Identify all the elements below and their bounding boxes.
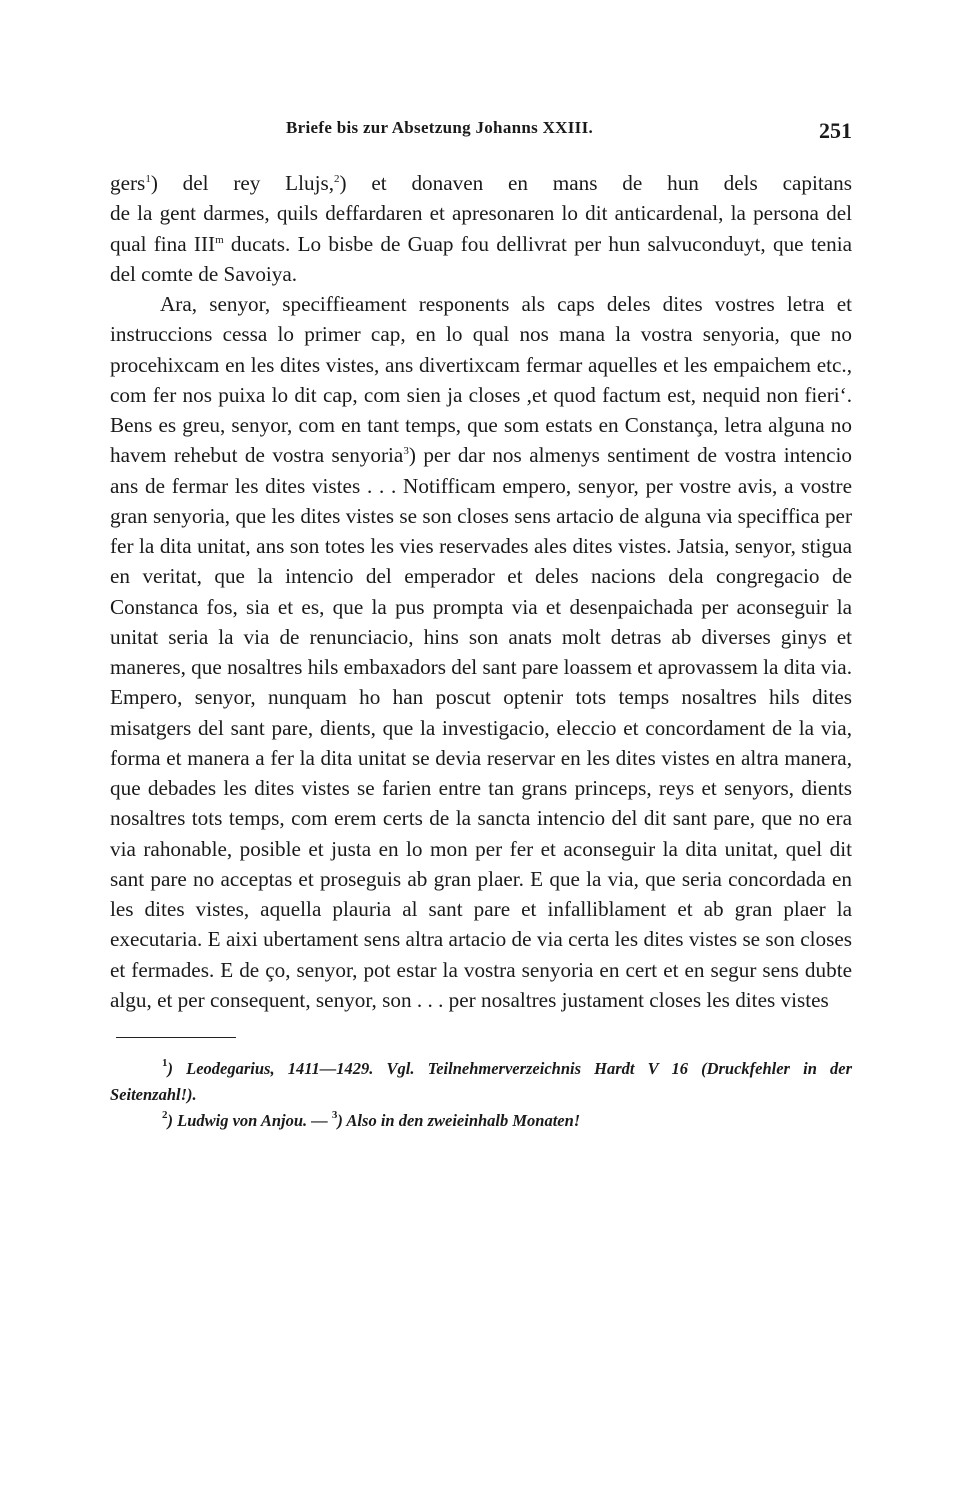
footnote-1 xyxy=(110,1056,852,1108)
text-run: gers xyxy=(110,171,146,195)
footnote-text: ) Ludwig von Anjou. — xyxy=(167,1111,332,1130)
text-run: ) et donaven en mans de hun dels capitans xyxy=(339,171,852,195)
footnote-ref: 3 xyxy=(403,445,409,458)
paragraph-1 xyxy=(110,168,852,198)
footnote-text: ) Leodegarius, 1411—1429. Vgl. Teilnehmerverzeichnis Hardt V 16 (Druckfehler in der Seitenzahl!). xyxy=(110,1059,852,1104)
footnote-ref: 2 xyxy=(334,173,340,185)
running-head: Briefe bis zur Absetzung Johanns XXIII. xyxy=(286,118,594,137)
text-run: ) del rey Llujs, xyxy=(150,171,335,195)
page-header xyxy=(110,118,852,144)
footnote-ref: 1 xyxy=(145,173,151,185)
text-run: ducats. Lo bisbe de Guap fou dellivrat per hun salvuconduyt, que tenia del comte de Savoiya. xyxy=(110,231,852,286)
text-run: de la gent darmes, quils deffardaren et apresonaren lo dit anticardenal, la persona del qual fina III xyxy=(110,201,852,256)
document-page xyxy=(110,118,852,1134)
text-run: ) per dar nos almenys sentiment de vostra intencio ans de fermar les dites vistes . . . Notifficam empero, senyor, per vostre avis, a vostre gran senyoria, que les dites vistes se son closes sens artacio de alguna via speciffica per fer la dita unitat, ans son totes les vies reservades ales dites vistes. Jatsia, senyor, stigua en veritat, que la intencio del emperador et deles nacions dela congregacio de Constanca fos, sia et es, que la pus prompta via et desenpaichada per aconseguir la unitat seria la via de renunciacio, hins son anats molt detras ab diverses ginys et maneres, que nosaltres hils embaxadors del sant pare loassem et aprovassem la dita via. Empero, senyor, nunquam ho han poscut optenir tots temps nosaltres hils dites misatgers del sant pare, dients, que la investigacio, eleccio et concordament de la via, forma et manera a fer la dita unitat se devia reservar en les dites vistes en altra manera, que debades les dites vistes se farien entre tan grans princeps, reys et senyors, dients nosaltres tots temps, com erem certs de la sancta intencio del dit sant pare, que no era via rahonable, posible et justa en lo mon per fer et aconseguir la dita unitat, quel dit sant pare no acceptas et proseguis ab gran plaer. E que la via, que seria concordada en les dites vistes, aquella plauria al sant pare et infalliblament et ab gran plaer la executaria. E aixi ubertament sens altra artacio de via certa les dites vistes se son closes et fermades. E de ço, senyor, pot estar la vostra senyoria en cert et en segur sens dubte algu, et per consequent, senyor, son . . . per nosaltres justament closes les dites vistes xyxy=(110,443,852,1012)
superscript-m: m xyxy=(215,233,224,246)
footnote-2-3 xyxy=(110,1108,852,1134)
footnote-mark: 3 xyxy=(331,1109,338,1121)
text-run: Ara, senyor, speciffieament responents als caps deles dites vostres letra et instruccions cessa lo primer cap, en lo qual nos mana la vostra senyoria, que no procehixcam en les dites vistes, ans divertixcam fermar aquelles et les empaichem etc., com fer nos puixa lo dit cap, com sien ja closes ,et quod factum est, nequid non fieri‘. Bens es greu, senyor, com en tant temps, que som estats en Constança, letra alguna no havem rehebut de vostra senyoria xyxy=(110,292,852,468)
body-text xyxy=(110,168,852,1015)
page-number: 251 xyxy=(819,118,852,143)
paragraph-2 xyxy=(110,289,852,1015)
paragraph-1-continued xyxy=(110,198,852,289)
footnote-mark: 1 xyxy=(162,1057,168,1069)
footnote-rule xyxy=(116,1037,236,1038)
footnote-mark: 2 xyxy=(162,1109,168,1121)
footnote-text: ) Also in den zweieinhalb Monaten! xyxy=(337,1111,581,1130)
footnotes xyxy=(110,1056,852,1134)
